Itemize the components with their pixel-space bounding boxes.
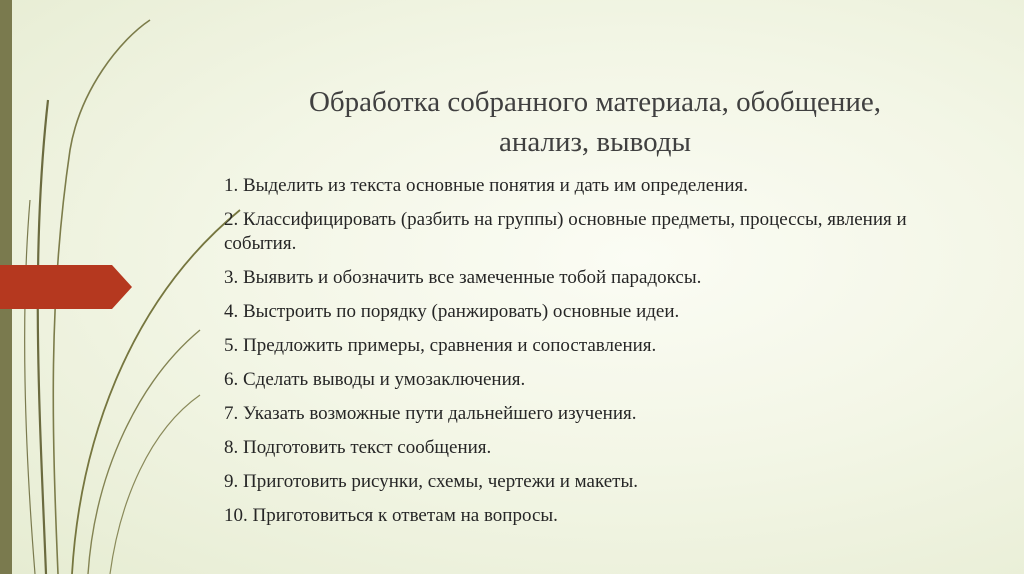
steps-list	[224, 174, 924, 538]
list-item: 6. Сделать выводы и умозаключения.	[224, 369, 526, 390]
list-item: 7. Указать возможные пути дальнейшего изучения.	[224, 403, 637, 424]
red-arrow-tab	[0, 265, 132, 309]
list-item: 4. Выстроить по порядку (ранжировать) основные идеи.	[224, 301, 680, 322]
list-item: 2. Классифицировать (разбить на группы) основные предметы, процессы, явления и события.	[224, 209, 907, 254]
title-line-2: анализ, выводы	[498, 126, 692, 158]
list-item: 1. Выделить из текста основные понятия и дать им определения.	[224, 175, 749, 196]
slide-title	[235, 82, 955, 162]
title-line-1: Обработка собранного материала, обобщение,	[308, 86, 882, 118]
list-item: 5. Предложить примеры, сравнения и сопоставления.	[224, 335, 657, 356]
list-item: 9. Приготовить рисунки, схемы, чертежи и макеты.	[224, 471, 638, 492]
list-item: 10. Приготовиться к ответам на вопросы.	[224, 505, 558, 526]
list-item: 3. Выявить и обозначить все замеченные тобой парадоксы.	[224, 267, 702, 288]
list-item: 8. Подготовить текст сообщения.	[224, 437, 492, 458]
